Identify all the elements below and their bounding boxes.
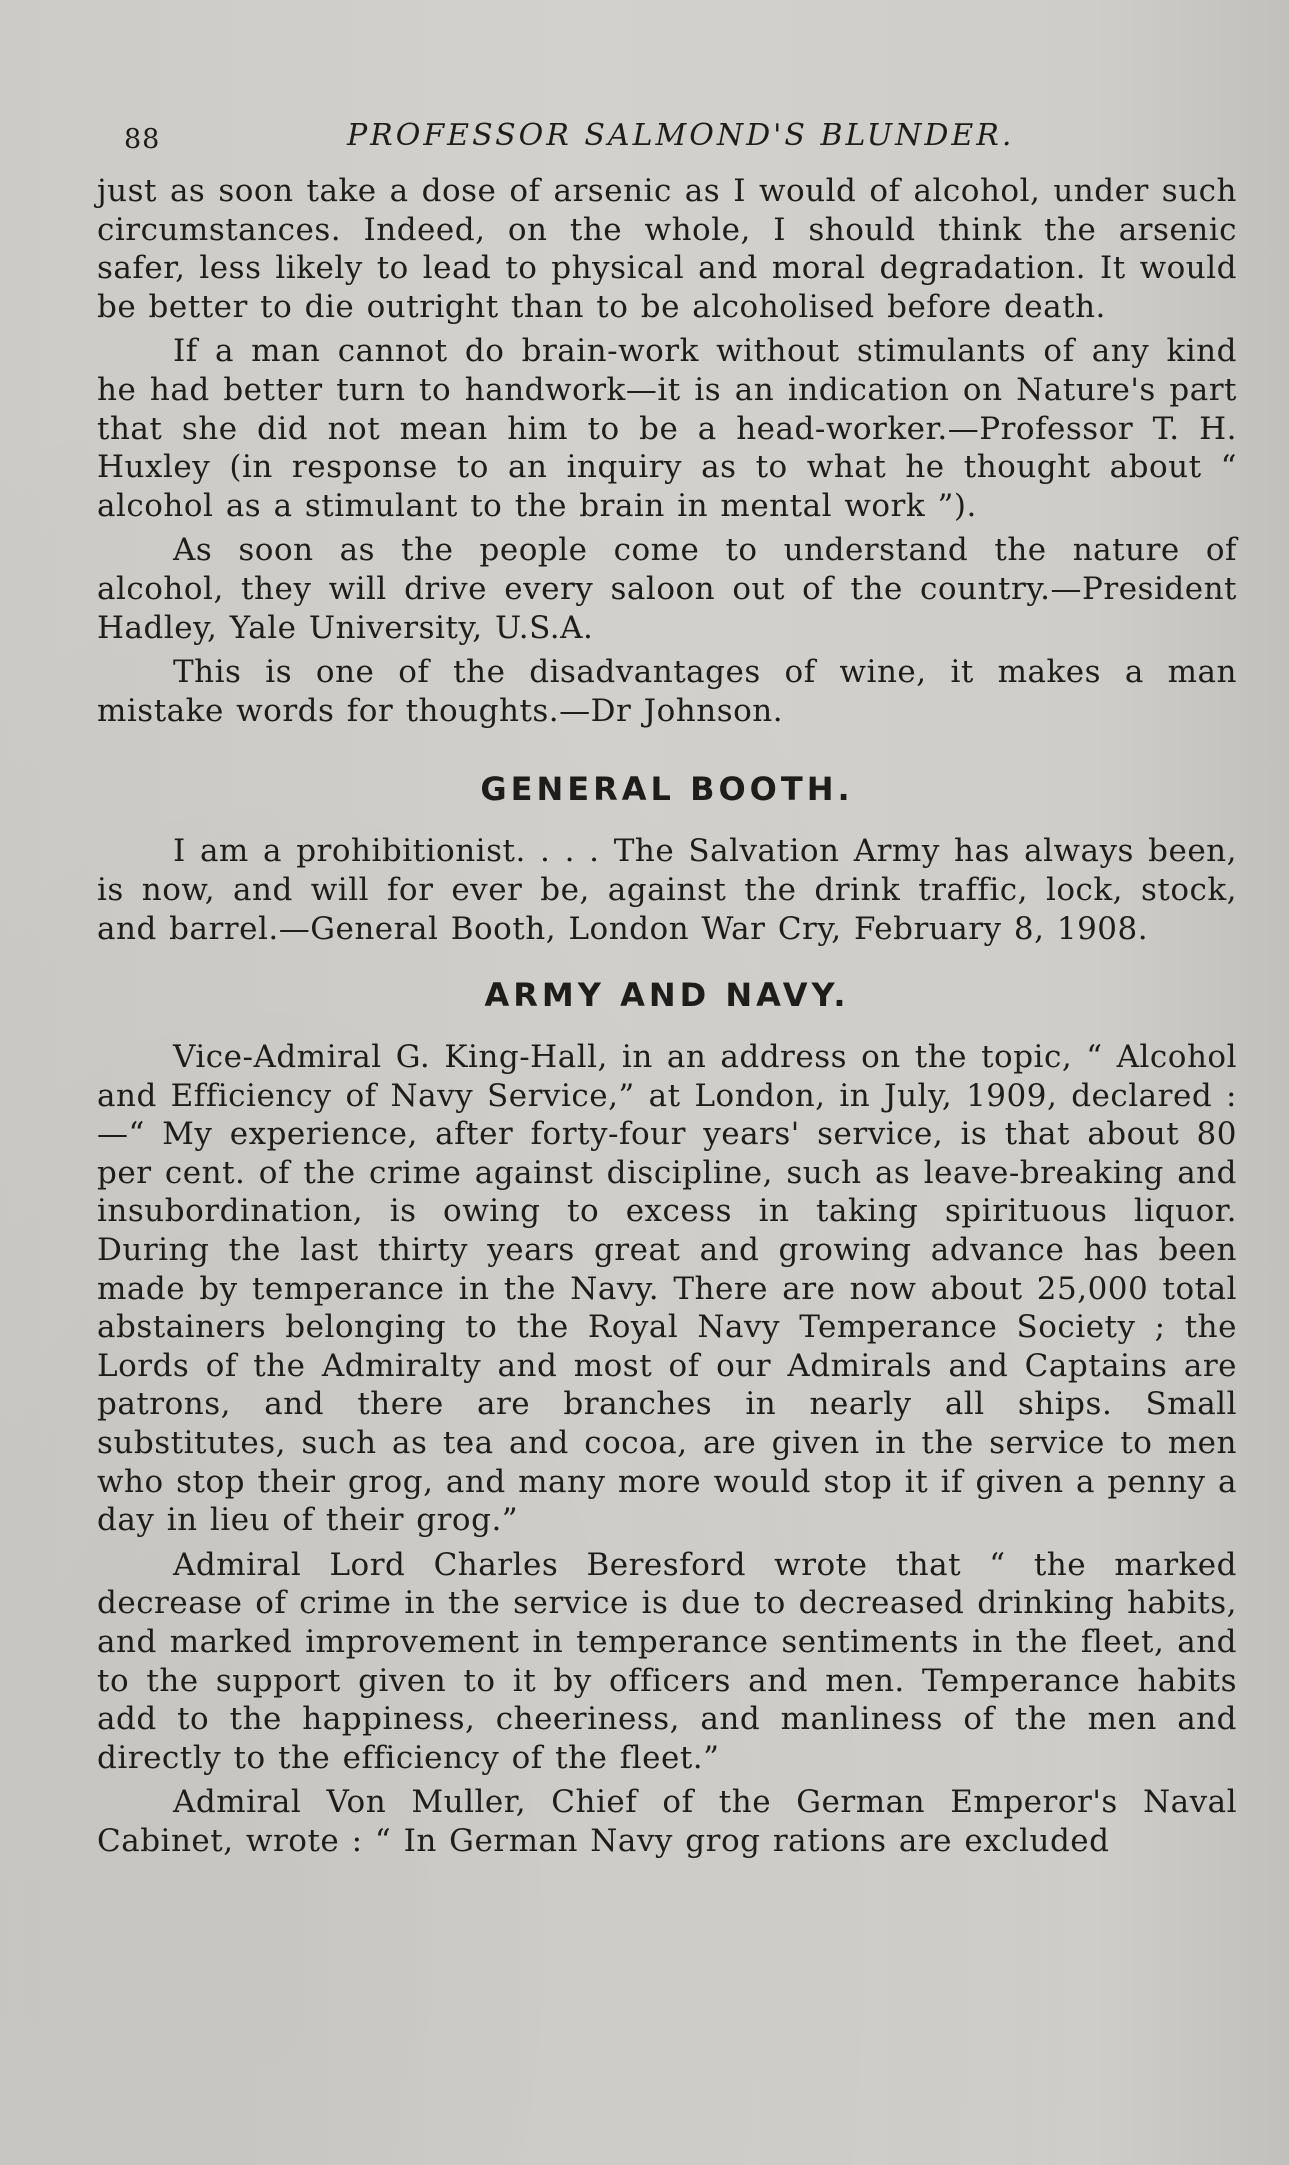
page-number: 88 (124, 124, 161, 155)
paragraph-continued: just as soon take a dose of arsenic as I would of alcohol, under such circumstances. Indeed, on the whole, I should think the arsenic safer, less likely to lead to physical and moral degradation. It would be better to die outright than to be alcoholised before death. (97, 173, 1237, 325)
page-header (97, 110, 1237, 162)
paragraph-huxley-quote: If a man cannot do brain-work without stimulants of any kind he had better turn to handwork—it is an indication on Nature's part that she did not mean him to be a head-worker.—Professor T. H. Huxley (in response to an inquiry as to what he thought about “ alcohol as a stimulant to the brain in mental work ”). (97, 333, 1237, 524)
paragraph-beresford: Admiral Lord Charles Beresford wrote that “ the marked decrease of crime in the service is due to decreased drinking habits, and marked improvement in temperance sentiments in the fleet, and to the support given to it by officers and men. Temperance habits add to the happiness, cheeriness, and manliness of the men and directly to the efficiency of the fleet.” (97, 1546, 1237, 1776)
paragraph-johnson-quote: This is one of the disadvantages of wine, it makes a man mistake words for thoughts.—Dr Johnson. (97, 654, 1237, 729)
section-general-booth (97, 770, 1237, 948)
section-heading-booth: GENERAL BOOTH. (480, 770, 854, 809)
intro-quotes (97, 172, 1237, 730)
paragraph-von-muller: Admiral Von Muller, Chief of the German Emperor's Naval Cabinet, wrote : “ In German Navy grog rations are excluded (97, 1784, 1237, 1859)
section-heading-navy: ARMY AND NAVY. (484, 976, 850, 1015)
section-army-and-navy (97, 976, 1237, 1860)
paragraph-king-hall: Vice-Admiral G. King-Hall, in an address on the topic, “ Alcohol and Efficiency of Navy Service,” at London, in July, 1909, declared :—“ My experience, after forty-four years' service, is that about 80 per cent. of the crime against discipline, such as leave-breaking and insubordination, is owing to excess in taking spirituous liquor. During the last thirty years great and growing advance has been made by temperance in the Navy. There are now about 25,000 total abstainers belonging to the Royal Navy Temperance Society ; the Lords of the Admiralty and most of our Admirals and Captains are patrons, and there are branches in nearly all ships. Small substitutes, such as tea and cocoa, are given in the service to men who stop their grog, and many more would stop it if given a penny a day in lieu of their grog.” (97, 1039, 1237, 1539)
paragraph-booth-quote: I am a prohibitionist. . . . The Salvation Army has always been, is now, and will for ever be, against the drink traffic, lock, stock, and barrel.—General Booth, London War Cry, February 8, 1908. (97, 833, 1237, 947)
running-title: PROFESSOR SALMOND'S BLUNDER. (347, 118, 1015, 153)
paragraph-hadley-quote: As soon as the people come to understand the nature of alcohol, they will drive every saloon out of the country.—President Hadley, Yale University, U.S.A. (97, 532, 1237, 646)
